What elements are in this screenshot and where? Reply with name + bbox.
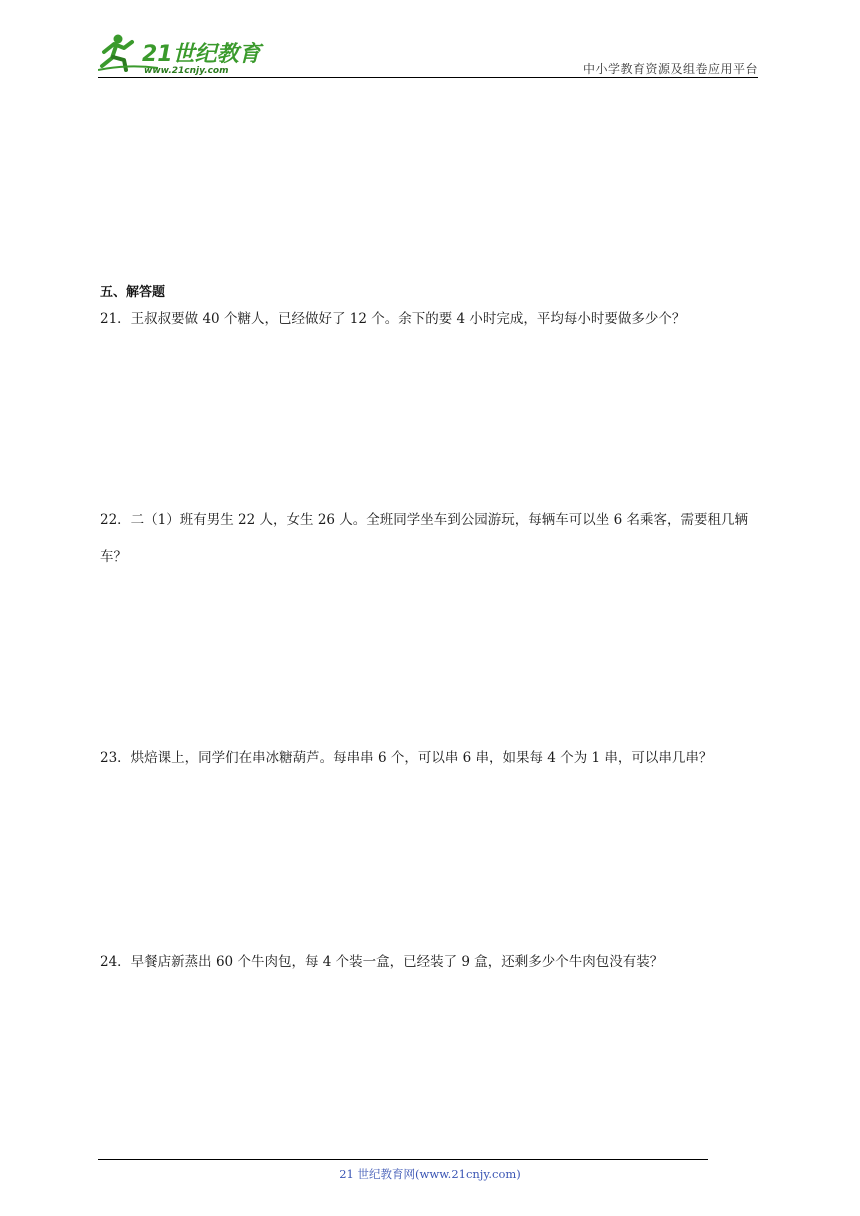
question-22: 22．二（1）班有男生 22 人，女生 26 人。全班同学坐车到公园游玩，每辆车可以坐 6 名乘客，需要租几辆车？: [100, 512, 748, 565]
question-21: 21．王叔叔要做 40 个糖人，已经做好了 12 个。余下的要 4 小时完成，平均每小时要做多少个？: [100, 311, 686, 327]
header-divider: [98, 77, 758, 78]
svg-text:21世纪教育: 21世纪教育: [142, 42, 261, 67]
site-logo: [98, 30, 268, 76]
footer-divider: [98, 1159, 708, 1160]
runner-logo-icon: [98, 30, 268, 76]
svg-text:www.21cnjy.com: www.21cnjy.com: [144, 66, 229, 76]
platform-name: 中小学教育资源及组卷应用平台: [582, 62, 758, 76]
question-24: 24．早餐店新蒸出 60 个牛肉包，每 4 个装一盒，已经装了 9 盒，还剩多少个牛肉包没有装？: [100, 954, 664, 970]
page-footer: 21 世纪教育网(www.21cnjy.com): [339, 1167, 521, 1181]
section-title: 五、解答题: [100, 285, 166, 300]
page-header: [98, 30, 758, 78]
question-23: 23．烘焙课上，同学们在串冰糖葫芦。每串串 6 个，可以串 6 串，如果每 4 个为 1 串，可以串几串？: [100, 750, 713, 766]
